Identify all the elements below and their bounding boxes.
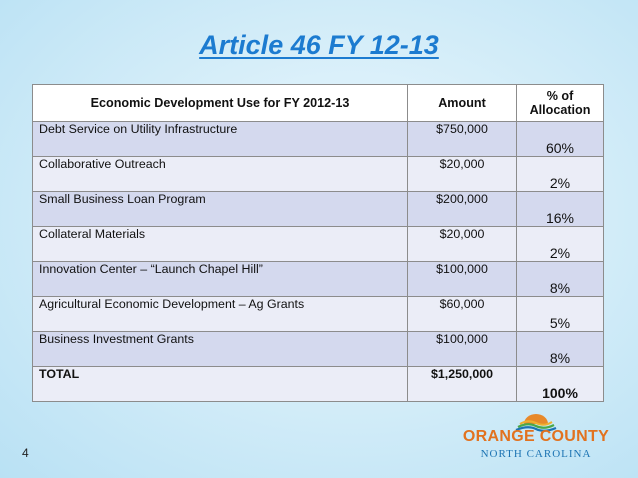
row-amount: $750,000 [408,122,517,157]
row-use: Collaborative Outreach [33,157,408,192]
header-use: Economic Development Use for FY 2012-13 [33,85,408,122]
logo-subtitle: NORTH CAROLINA [480,448,592,460]
table-row [33,157,604,192]
table-header-row [33,85,604,122]
table-row [33,227,604,262]
row-use: Small Business Loan Program [33,192,408,227]
row-percent: 2% [517,227,604,262]
row-use: Agricultural Economic Development – Ag Grants [33,297,408,332]
table-row [33,262,604,297]
table-total-row [33,367,604,402]
row-amount: $20,000 [408,227,517,262]
header-amount: Amount [408,85,517,122]
row-use: Debt Service on Utility Infrastructure [33,122,408,157]
row-use: Innovation Center – “Launch Chapel Hill” [33,262,408,297]
table-row [33,122,604,157]
row-percent: 8% [517,262,604,297]
table-row [33,192,604,227]
row-use: Business Investment Grants [33,332,408,367]
orange-county-logo [462,412,610,466]
row-use: Collateral Materials [33,227,408,262]
total-amount: $1,250,000 [408,367,517,402]
header-percent: % of Allocation [517,85,604,122]
row-percent: 2% [517,157,604,192]
row-amount: $100,000 [408,332,517,367]
row-percent: 8% [517,332,604,367]
allocation-table [32,84,604,402]
total-percent: 100% [517,367,604,402]
row-amount: $200,000 [408,192,517,227]
row-percent: 5% [517,297,604,332]
row-amount: $60,000 [408,297,517,332]
table-row [33,332,604,367]
row-percent: 16% [517,192,604,227]
slide-title: Article 46 FY 12-13 [199,30,439,60]
row-amount: $100,000 [408,262,517,297]
page-number: 4 [22,446,29,460]
total-label: TOTAL [33,367,408,402]
row-percent: 60% [517,122,604,157]
logo-name: ORANGE COUNTY [462,428,610,445]
table-row [33,297,604,332]
row-amount: $20,000 [408,157,517,192]
